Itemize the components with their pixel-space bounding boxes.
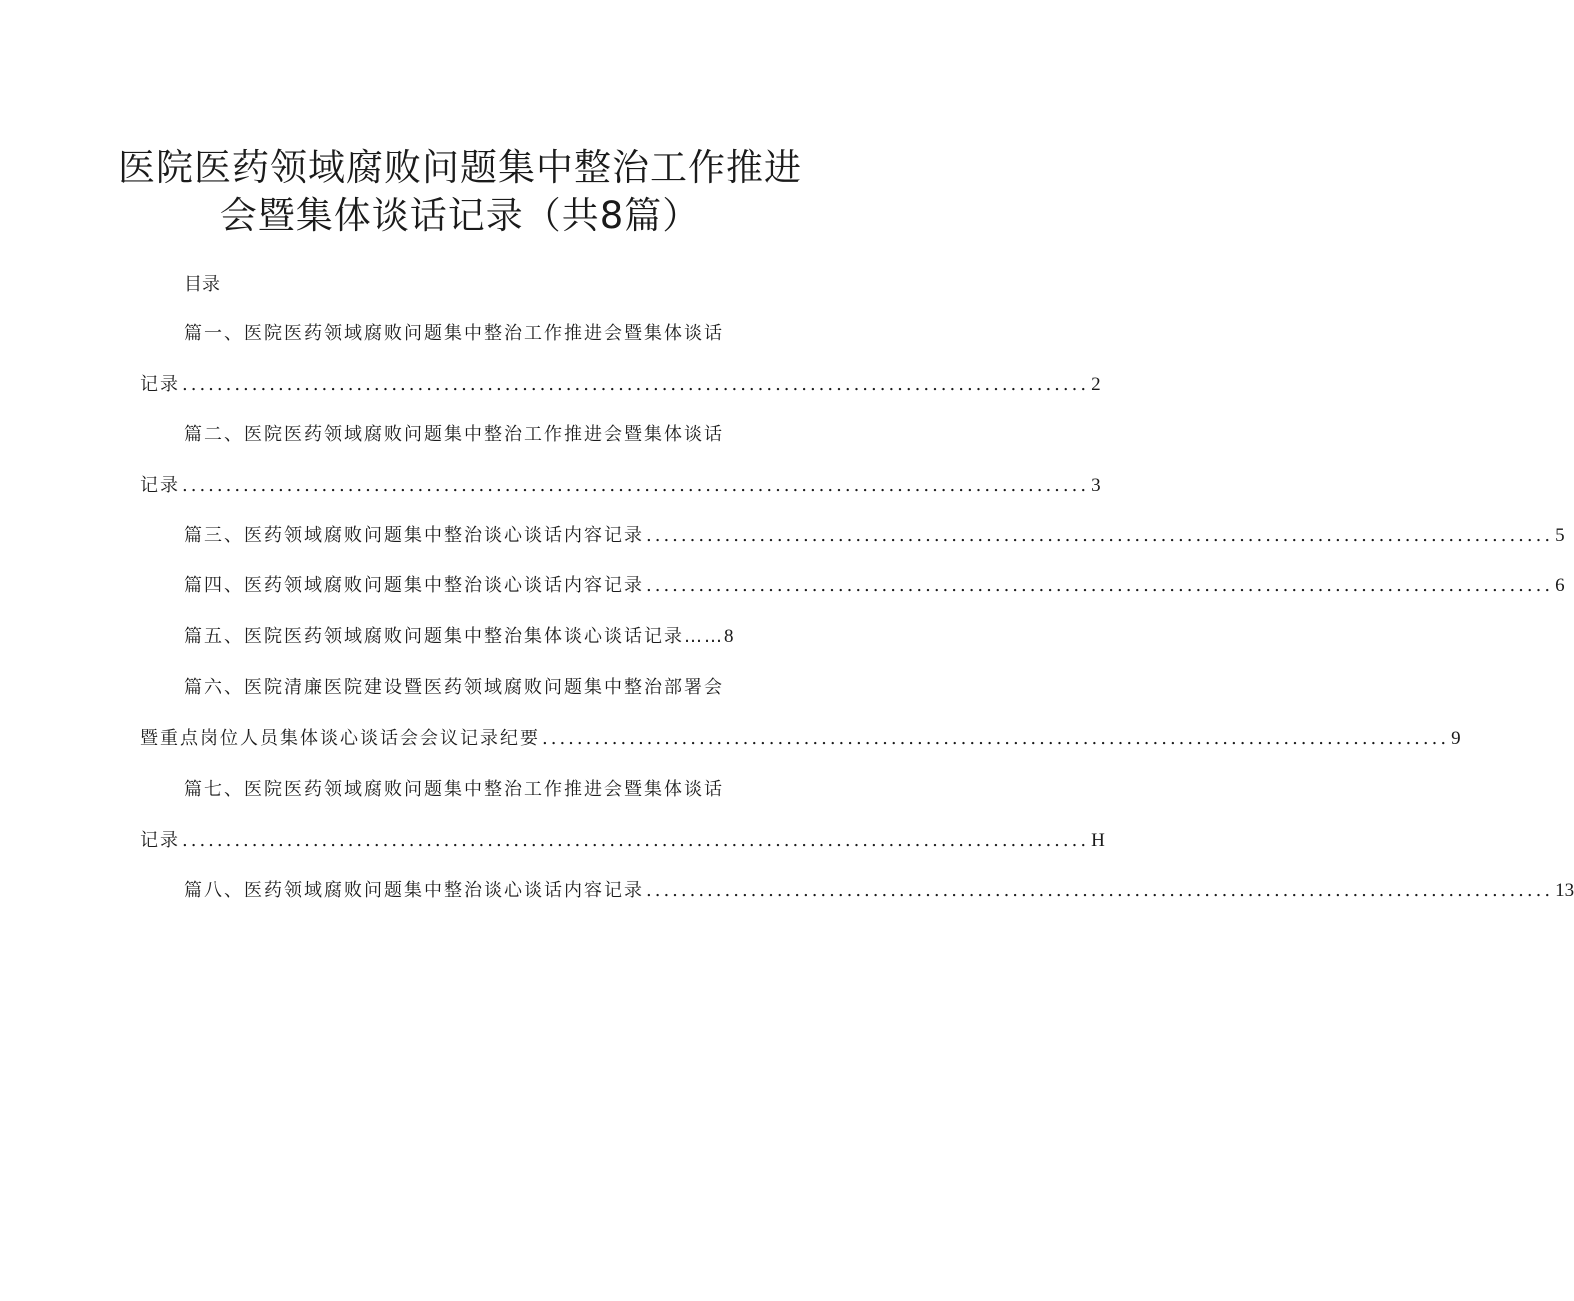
toc-entry-title: 篇六、医院清廉医院建设暨医药领域腐败问题集中整治部署会 — [184, 677, 724, 698]
toc-page-number: 13 — [1555, 880, 1574, 901]
toc-entry-title-cont: 暨重点岗位人员集体谈心谈话会会议记录纪要 — [140, 728, 540, 749]
toc-dot-leader: ........................................................................................................ — [646, 575, 1554, 596]
toc-dot-leader: ........................................................................................................ — [182, 830, 1090, 851]
toc-entry[interactable] — [140, 572, 1565, 600]
toc-dot-leader: ........................................................................................................ — [182, 374, 1090, 395]
toc-page-number: 5 — [1555, 525, 1565, 546]
toc-entry[interactable] — [140, 522, 1565, 550]
toc-dot-leader: ........................................................................................................ — [542, 728, 1450, 749]
toc-page-number: 9 — [1451, 728, 1461, 749]
toc-entry[interactable] — [140, 877, 1574, 905]
toc-entry-title: 篇五、医院医药领域腐败问题集中整治集体谈心谈话记录…… — [184, 626, 724, 647]
toc-heading: 目录 — [184, 274, 220, 295]
toc-entry[interactable] — [140, 674, 1461, 753]
toc-entry-title: 篇七、医院医药领域腐败问题集中整治工作推进会暨集体谈话 — [184, 779, 724, 800]
toc-entry-title-cont: 记录 — [140, 374, 180, 395]
toc-dot-leader: ........................................................................................................ — [182, 475, 1090, 496]
toc-entry[interactable] — [140, 776, 1105, 855]
toc-entry-title: 篇二、医院医药领域腐败问题集中整治工作推进会暨集体谈话 — [184, 424, 724, 445]
toc-entry[interactable] — [140, 623, 778, 651]
document-title-line-1: 医院医药领域腐败问题集中整治工作推进 — [118, 146, 802, 189]
toc-page-number: H — [1091, 830, 1105, 851]
toc-entry-title-cont: 记录 — [140, 475, 180, 496]
toc-page-number: 6 — [1555, 575, 1565, 596]
toc-page-number: 3 — [1091, 475, 1101, 496]
toc-entry-title: 篇四、医药领域腐败问题集中整治谈心谈话内容记录 — [184, 575, 644, 596]
toc-page-number: 8 — [724, 626, 734, 647]
toc-entry-title: 篇八、医药领域腐败问题集中整治谈心谈话内容记录 — [184, 880, 644, 901]
toc-entry-title: 篇一、医院医药领域腐败问题集中整治工作推进会暨集体谈话 — [184, 323, 724, 344]
toc-dot-leader: ........................................................................................................ — [646, 525, 1554, 546]
toc-page-number: 2 — [1091, 374, 1101, 395]
document-title-line-2: 会暨集体谈话记录（共8篇） — [219, 194, 701, 237]
toc-entry[interactable] — [140, 320, 1101, 399]
toc-entry-title: 篇三、医药领域腐败问题集中整治谈心谈话内容记录 — [184, 525, 644, 546]
toc-entry[interactable] — [140, 421, 1101, 500]
toc-dot-leader: ........................................................................................................ — [646, 880, 1554, 901]
toc-entry-title-cont: 记录 — [140, 830, 180, 851]
